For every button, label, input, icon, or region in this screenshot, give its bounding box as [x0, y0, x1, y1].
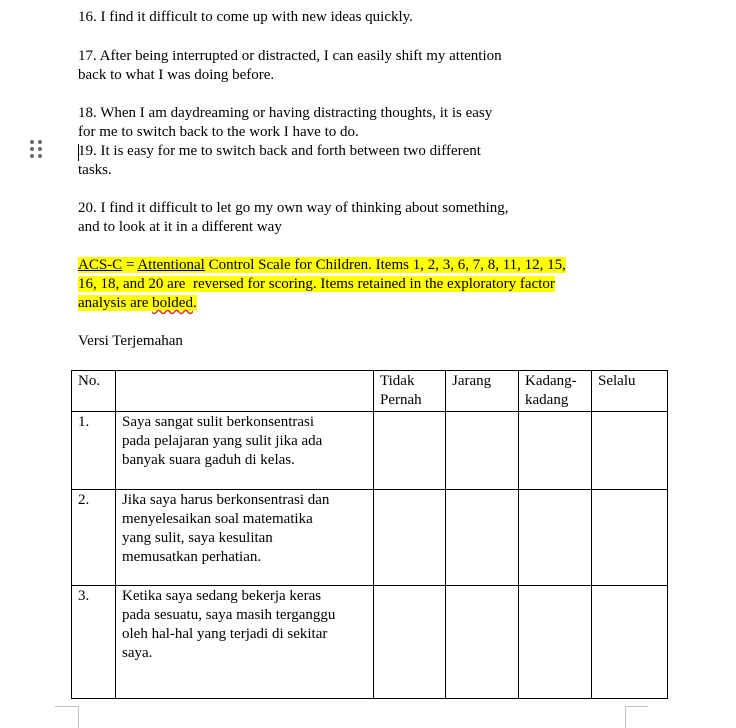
scale-note-line-1: ACS-C = Attentional Control Scale for Children. Items 1, 2, 3, 6, 7, 8, 11, 12, 15, — [78, 257, 566, 273]
header-selalu: Selalu — [592, 371, 668, 412]
drag-handle-icon[interactable] — [30, 140, 44, 162]
header-tidak-pernah: Tidak Pernah — [374, 371, 446, 412]
crop-mark — [625, 706, 626, 728]
header-no: No. — [72, 371, 116, 412]
scale-note-line-2: 16, 18, and 20 are reversed for scoring. Items retained in the exploratory factor — [78, 276, 555, 292]
table-row — [72, 586, 668, 699]
crop-mark — [78, 706, 79, 728]
questionnaire-table — [71, 370, 668, 699]
item-20-line-2: and to look at it in a different way — [78, 219, 282, 235]
cell-jarang[interactable] — [446, 412, 519, 490]
item-18-line-1: 18. When I am daydreaming or having distracting thoughts, it is easy — [78, 105, 493, 121]
header-kadang-kadang: Kadang- kadang — [519, 371, 592, 412]
row-number: 3. — [72, 586, 116, 699]
item-19-line-2: tasks. — [78, 162, 112, 178]
row-number: 2. — [72, 490, 116, 586]
item-19-line-1: 19. It is easy for me to switch back and forth between two different — [78, 143, 481, 159]
crop-mark — [55, 706, 78, 707]
table-header-row — [72, 371, 668, 412]
cell-kadang-kadang[interactable] — [519, 412, 592, 490]
row-statement: Ketika saya sedang bekerja keras pada sesuatu, saya masih terganggu oleh hal-hal yang terjadi di sekitar saya. — [116, 586, 374, 699]
scale-note-line-3: analysis are bolded. — [78, 295, 197, 311]
cell-jarang[interactable] — [446, 586, 519, 699]
item-17-line-2: back to what I was doing before. — [78, 67, 275, 83]
item-16: 16. I find it difficult to come up with new ideas quickly. — [78, 9, 413, 25]
cell-tidak-pernah[interactable] — [374, 412, 446, 490]
term-attentional: Attentional — [137, 257, 205, 273]
spellcheck-word: bolded — [152, 295, 193, 311]
header-jarang: Jarang — [446, 371, 519, 412]
cell-kadang-kadang[interactable] — [519, 490, 592, 586]
abbr-acs-c: ACS-C — [78, 257, 123, 273]
row-statement: Jika saya harus berkonsentrasi dan menyelesaikan soal matematika yang sulit, saya kesulitan memusatkan perhatian. — [116, 490, 374, 586]
cell-selalu[interactable] — [592, 412, 668, 490]
table-row — [72, 412, 668, 490]
item-17-line-1: 17. After being interrupted or distracted, I can easily shift my attention — [78, 48, 502, 64]
section-title: Versi Terjemahan — [78, 333, 183, 349]
header-statement — [116, 371, 374, 412]
cell-jarang[interactable] — [446, 490, 519, 586]
table-row — [72, 490, 668, 586]
cell-selalu[interactable] — [592, 490, 668, 586]
cell-kadang-kadang[interactable] — [519, 586, 592, 699]
item-18-line-2: for me to switch back to the work I have to do. — [78, 124, 359, 140]
row-statement: Saya sangat sulit berkonsentrasi pada pelajaran yang sulit jika ada banyak suara gaduh di kelas. — [116, 412, 374, 490]
cell-selalu[interactable] — [592, 586, 668, 699]
cell-tidak-pernah[interactable] — [374, 586, 446, 699]
crop-mark — [625, 706, 648, 707]
item-20-line-1: 20. I find it difficult to let go my own way of thinking about something, — [78, 200, 509, 216]
cell-tidak-pernah[interactable] — [374, 490, 446, 586]
row-number: 1. — [72, 412, 116, 490]
